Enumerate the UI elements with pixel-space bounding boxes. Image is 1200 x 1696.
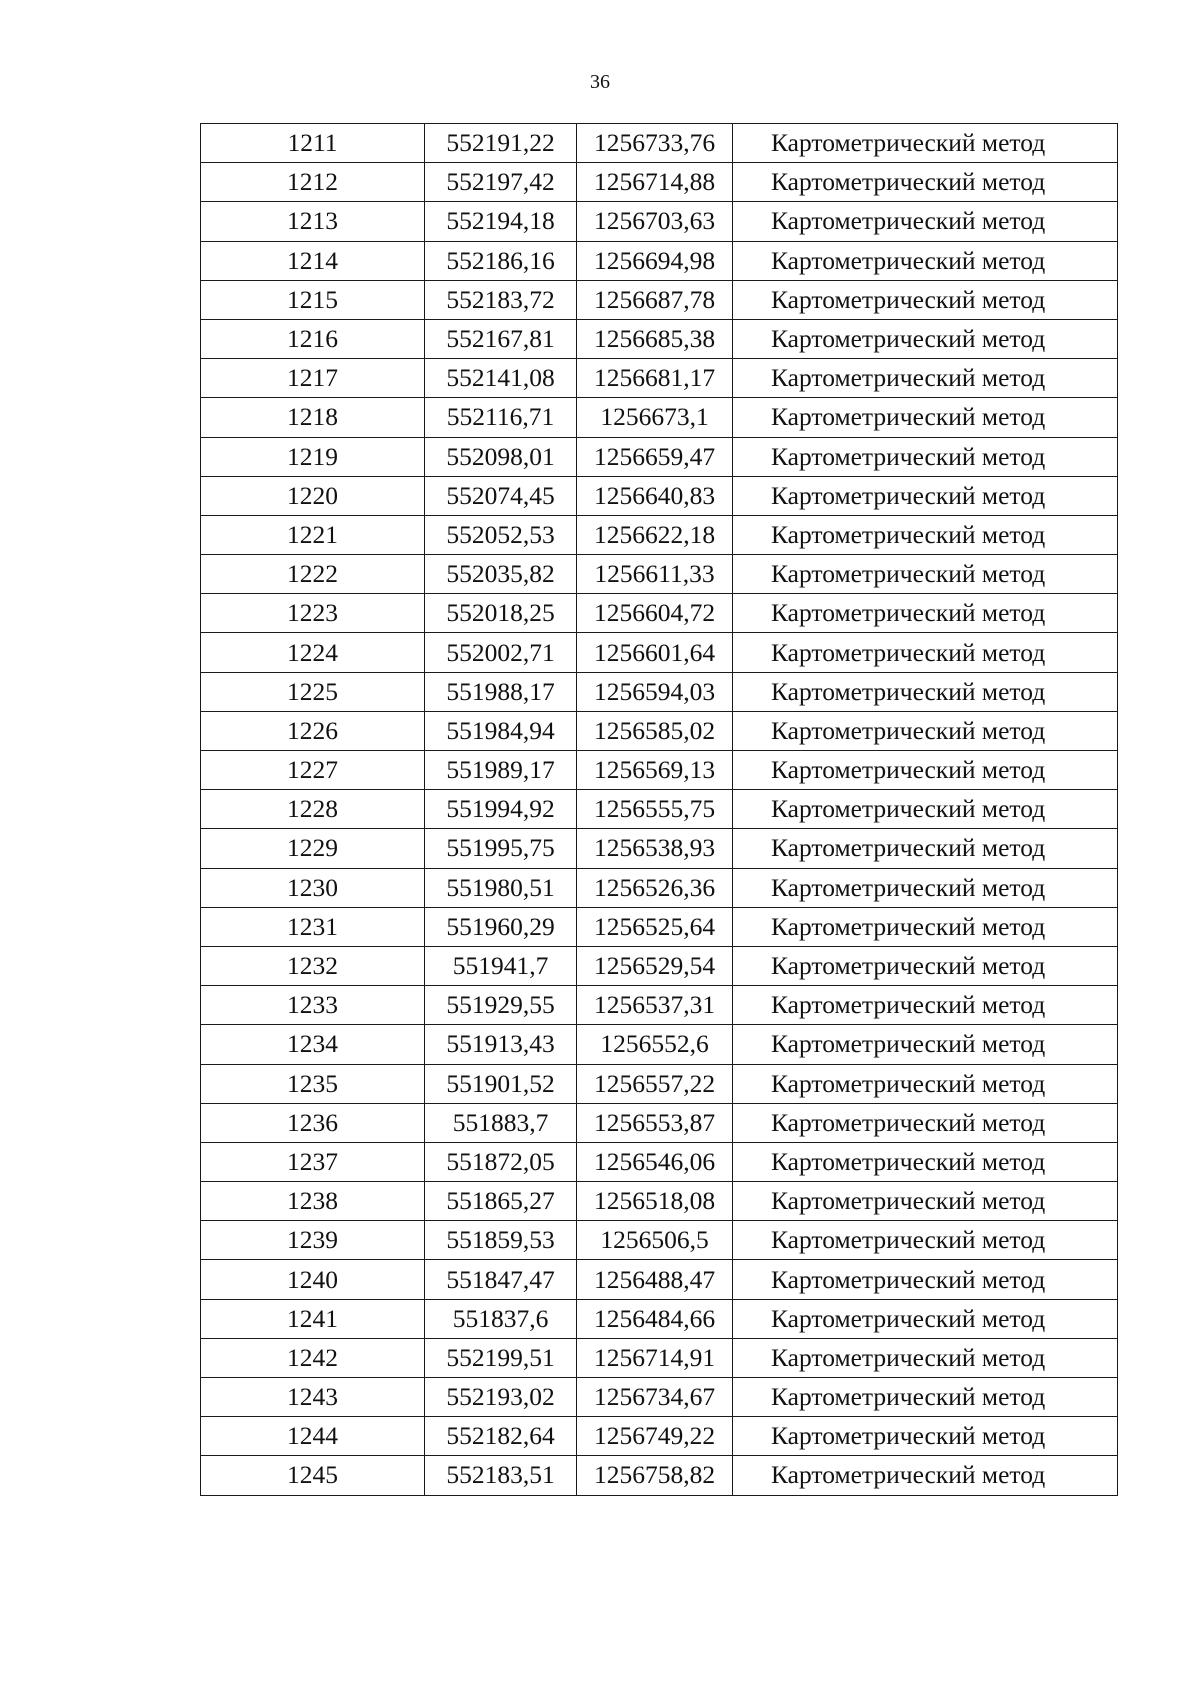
y-coordinate-cell: 1256526,36 xyxy=(577,868,733,907)
x-coordinate-cell: 552167,81 xyxy=(425,319,577,358)
page-number: 36 xyxy=(590,71,610,93)
method-cell: Картометрический метод xyxy=(733,1417,1118,1456)
method-cell: Картометрический метод xyxy=(733,1260,1118,1299)
point-number-cell: 1238 xyxy=(201,1182,425,1221)
coordinates-table xyxy=(200,123,1118,1496)
method-cell: Картометрический метод xyxy=(733,1456,1118,1495)
method-cell: Картометрический метод xyxy=(733,437,1118,476)
method-cell: Картометрический метод xyxy=(733,1378,1118,1417)
x-coordinate-cell: 552098,01 xyxy=(425,437,577,476)
table-row xyxy=(201,476,1118,515)
point-number-cell: 1222 xyxy=(201,555,425,594)
method-cell: Картометрический метод xyxy=(733,555,1118,594)
x-coordinate-cell: 551989,17 xyxy=(425,751,577,790)
table-row xyxy=(201,437,1118,476)
x-coordinate-cell: 551883,7 xyxy=(425,1103,577,1142)
x-coordinate-cell: 552074,45 xyxy=(425,476,577,515)
y-coordinate-cell: 1256673,1 xyxy=(577,398,733,437)
x-coordinate-cell: 552194,18 xyxy=(425,202,577,241)
y-coordinate-cell: 1256546,06 xyxy=(577,1142,733,1181)
point-number-cell: 1214 xyxy=(201,241,425,280)
point-number-cell: 1243 xyxy=(201,1378,425,1417)
method-cell: Картометрический метод xyxy=(733,202,1118,241)
method-cell: Картометрический метод xyxy=(733,829,1118,868)
table-row xyxy=(201,1417,1118,1456)
y-coordinate-cell: 1256585,02 xyxy=(577,711,733,750)
table-row xyxy=(201,986,1118,1025)
x-coordinate-cell: 552116,71 xyxy=(425,398,577,437)
y-coordinate-cell: 1256681,17 xyxy=(577,359,733,398)
y-coordinate-cell: 1256518,08 xyxy=(577,1182,733,1221)
method-cell: Картометрический метод xyxy=(733,1064,1118,1103)
point-number-cell: 1231 xyxy=(201,907,425,946)
point-number-cell: 1218 xyxy=(201,398,425,437)
table-row xyxy=(201,359,1118,398)
y-coordinate-cell: 1256537,31 xyxy=(577,986,733,1025)
point-number-cell: 1212 xyxy=(201,163,425,202)
table-row xyxy=(201,515,1118,554)
point-number-cell: 1230 xyxy=(201,868,425,907)
method-cell: Картометрический метод xyxy=(733,319,1118,358)
point-number-cell: 1235 xyxy=(201,1064,425,1103)
y-coordinate-cell: 1256714,88 xyxy=(577,163,733,202)
method-cell: Картометрический метод xyxy=(733,1221,1118,1260)
point-number-cell: 1225 xyxy=(201,672,425,711)
table-row xyxy=(201,1064,1118,1103)
x-coordinate-cell: 552183,51 xyxy=(425,1456,577,1495)
y-coordinate-cell: 1256714,91 xyxy=(577,1338,733,1377)
table-row xyxy=(201,555,1118,594)
x-coordinate-cell: 551995,75 xyxy=(425,829,577,868)
table-row xyxy=(201,829,1118,868)
method-cell: Картометрический метод xyxy=(733,1142,1118,1181)
table-row xyxy=(201,1299,1118,1338)
y-coordinate-cell: 1256694,98 xyxy=(577,241,733,280)
table-row xyxy=(201,868,1118,907)
x-coordinate-cell: 551913,43 xyxy=(425,1025,577,1064)
table-row xyxy=(201,751,1118,790)
x-coordinate-cell: 552052,53 xyxy=(425,515,577,554)
point-number-cell: 1245 xyxy=(201,1456,425,1495)
method-cell: Картометрический метод xyxy=(733,1025,1118,1064)
point-number-cell: 1234 xyxy=(201,1025,425,1064)
method-cell: Картометрический метод xyxy=(733,711,1118,750)
x-coordinate-cell: 551988,17 xyxy=(425,672,577,711)
method-cell: Картометрический метод xyxy=(733,790,1118,829)
method-cell: Картометрический метод xyxy=(733,163,1118,202)
method-cell: Картометрический метод xyxy=(733,594,1118,633)
table-row xyxy=(201,594,1118,633)
table-row xyxy=(201,163,1118,202)
table-row xyxy=(201,202,1118,241)
y-coordinate-cell: 1256622,18 xyxy=(577,515,733,554)
point-number-cell: 1220 xyxy=(201,476,425,515)
table-row xyxy=(201,319,1118,358)
x-coordinate-cell: 552018,25 xyxy=(425,594,577,633)
method-cell: Картометрический метод xyxy=(733,672,1118,711)
method-cell: Картометрический метод xyxy=(733,986,1118,1025)
table-row xyxy=(201,1221,1118,1260)
x-coordinate-cell: 552199,51 xyxy=(425,1338,577,1377)
y-coordinate-cell: 1256555,75 xyxy=(577,790,733,829)
y-coordinate-cell: 1256604,72 xyxy=(577,594,733,633)
y-coordinate-cell: 1256640,83 xyxy=(577,476,733,515)
x-coordinate-cell: 551984,94 xyxy=(425,711,577,750)
table-row xyxy=(201,672,1118,711)
method-cell: Картометрический метод xyxy=(733,359,1118,398)
method-cell: Картометрический метод xyxy=(733,1182,1118,1221)
method-cell: Картометрический метод xyxy=(733,398,1118,437)
table-row xyxy=(201,1338,1118,1377)
table-row xyxy=(201,633,1118,672)
method-cell: Картометрический метод xyxy=(733,751,1118,790)
table-row xyxy=(201,124,1118,163)
x-coordinate-cell: 551994,92 xyxy=(425,790,577,829)
method-cell: Картометрический метод xyxy=(733,907,1118,946)
y-coordinate-cell: 1256659,47 xyxy=(577,437,733,476)
y-coordinate-cell: 1256594,03 xyxy=(577,672,733,711)
x-coordinate-cell: 551941,7 xyxy=(425,946,577,985)
point-number-cell: 1244 xyxy=(201,1417,425,1456)
method-cell: Картометрический метод xyxy=(733,868,1118,907)
x-coordinate-cell: 552141,08 xyxy=(425,359,577,398)
x-coordinate-cell: 551865,27 xyxy=(425,1182,577,1221)
point-number-cell: 1224 xyxy=(201,633,425,672)
x-coordinate-cell: 552182,64 xyxy=(425,1417,577,1456)
table-row xyxy=(201,1103,1118,1142)
y-coordinate-cell: 1256553,87 xyxy=(577,1103,733,1142)
coordinates-table-body xyxy=(201,124,1118,1496)
y-coordinate-cell: 1256687,78 xyxy=(577,280,733,319)
y-coordinate-cell: 1256557,22 xyxy=(577,1064,733,1103)
method-cell: Картометрический метод xyxy=(733,1103,1118,1142)
y-coordinate-cell: 1256529,54 xyxy=(577,946,733,985)
x-coordinate-cell: 551980,51 xyxy=(425,868,577,907)
y-coordinate-cell: 1256552,6 xyxy=(577,1025,733,1064)
point-number-cell: 1219 xyxy=(201,437,425,476)
table-row xyxy=(201,1456,1118,1495)
y-coordinate-cell: 1256734,67 xyxy=(577,1378,733,1417)
x-coordinate-cell: 552186,16 xyxy=(425,241,577,280)
point-number-cell: 1236 xyxy=(201,1103,425,1142)
table-row xyxy=(201,790,1118,829)
table-row xyxy=(201,241,1118,280)
point-number-cell: 1226 xyxy=(201,711,425,750)
x-coordinate-cell: 552197,42 xyxy=(425,163,577,202)
point-number-cell: 1211 xyxy=(201,124,425,163)
table-row xyxy=(201,1378,1118,1417)
x-coordinate-cell: 551847,47 xyxy=(425,1260,577,1299)
y-coordinate-cell: 1256703,63 xyxy=(577,202,733,241)
y-coordinate-cell: 1256749,22 xyxy=(577,1417,733,1456)
table-row xyxy=(201,1025,1118,1064)
point-number-cell: 1228 xyxy=(201,790,425,829)
x-coordinate-cell: 552191,22 xyxy=(425,124,577,163)
x-coordinate-cell: 551960,29 xyxy=(425,907,577,946)
method-cell: Картометрический метод xyxy=(733,633,1118,672)
table-row xyxy=(201,280,1118,319)
method-cell: Картометрический метод xyxy=(733,515,1118,554)
table-row xyxy=(201,946,1118,985)
y-coordinate-cell: 1256685,38 xyxy=(577,319,733,358)
y-coordinate-cell: 1256506,5 xyxy=(577,1221,733,1260)
point-number-cell: 1216 xyxy=(201,319,425,358)
point-number-cell: 1242 xyxy=(201,1338,425,1377)
x-coordinate-cell: 552002,71 xyxy=(425,633,577,672)
point-number-cell: 1221 xyxy=(201,515,425,554)
y-coordinate-cell: 1256733,76 xyxy=(577,124,733,163)
point-number-cell: 1215 xyxy=(201,280,425,319)
point-number-cell: 1217 xyxy=(201,359,425,398)
y-coordinate-cell: 1256569,13 xyxy=(577,751,733,790)
x-coordinate-cell: 551859,53 xyxy=(425,1221,577,1260)
method-cell: Картометрический метод xyxy=(733,946,1118,985)
y-coordinate-cell: 1256601,64 xyxy=(577,633,733,672)
x-coordinate-cell: 552035,82 xyxy=(425,555,577,594)
method-cell: Картометрический метод xyxy=(733,1299,1118,1338)
method-cell: Картометрический метод xyxy=(733,124,1118,163)
point-number-cell: 1232 xyxy=(201,946,425,985)
y-coordinate-cell: 1256758,82 xyxy=(577,1456,733,1495)
point-number-cell: 1241 xyxy=(201,1299,425,1338)
point-number-cell: 1237 xyxy=(201,1142,425,1181)
method-cell: Картометрический метод xyxy=(733,1338,1118,1377)
y-coordinate-cell: 1256488,47 xyxy=(577,1260,733,1299)
method-cell: Картометрический метод xyxy=(733,280,1118,319)
method-cell: Картометрический метод xyxy=(733,241,1118,280)
point-number-cell: 1227 xyxy=(201,751,425,790)
x-coordinate-cell: 552193,02 xyxy=(425,1378,577,1417)
table-row xyxy=(201,907,1118,946)
point-number-cell: 1239 xyxy=(201,1221,425,1260)
y-coordinate-cell: 1256611,33 xyxy=(577,555,733,594)
y-coordinate-cell: 1256525,64 xyxy=(577,907,733,946)
table-row xyxy=(201,711,1118,750)
x-coordinate-cell: 551901,52 xyxy=(425,1064,577,1103)
y-coordinate-cell: 1256538,93 xyxy=(577,829,733,868)
table-row xyxy=(201,1182,1118,1221)
y-coordinate-cell: 1256484,66 xyxy=(577,1299,733,1338)
method-cell: Картометрический метод xyxy=(733,476,1118,515)
x-coordinate-cell: 551837,6 xyxy=(425,1299,577,1338)
table-row xyxy=(201,1260,1118,1299)
table-row xyxy=(201,1142,1118,1181)
point-number-cell: 1213 xyxy=(201,202,425,241)
x-coordinate-cell: 551872,05 xyxy=(425,1142,577,1181)
x-coordinate-cell: 551929,55 xyxy=(425,986,577,1025)
x-coordinate-cell: 552183,72 xyxy=(425,280,577,319)
point-number-cell: 1223 xyxy=(201,594,425,633)
point-number-cell: 1240 xyxy=(201,1260,425,1299)
point-number-cell: 1233 xyxy=(201,986,425,1025)
table-row xyxy=(201,398,1118,437)
point-number-cell: 1229 xyxy=(201,829,425,868)
